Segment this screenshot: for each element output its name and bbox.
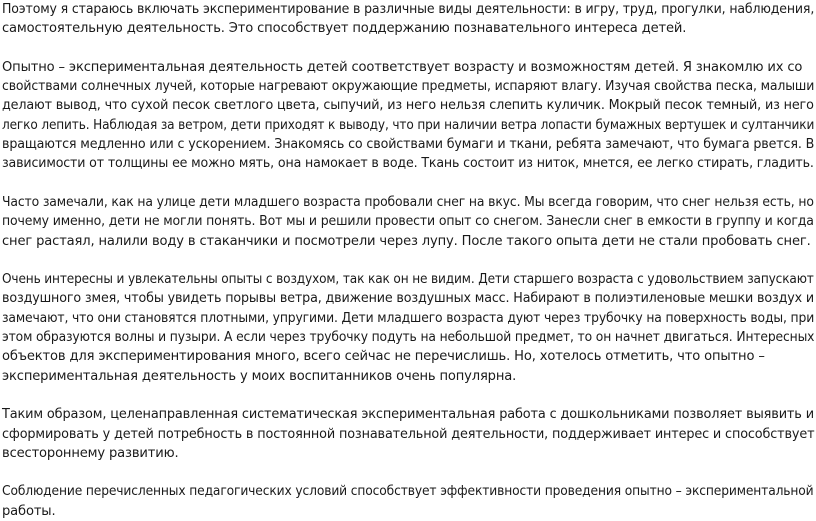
text-line: Опытно – экспериментальная деятельность детей соответствует возрасту и возможностям детей. Я знакомлю их со <box>2 59 803 75</box>
paragraph-experimental-activity <box>2 58 814 174</box>
text-line: зависимости от толщины ее можно мять, она намокает в воде. Ткань состоит из ниток, мнется, ее легко стирать, гладить. <box>2 156 814 172</box>
text-line: Таким образом, целенаправленная систематическая экспериментальная работа с дошкольниками позволяет выявить и <box>2 407 814 423</box>
paragraph-final <box>2 482 814 521</box>
text-line: Часто замечали, как на улице дети младшего возраста пробовали снег на вкус. Мы всегда говорим, что снег нельзя есть, но <box>2 194 814 210</box>
text-line: объектов для экспериментирования много, всего сейчас не перечислишь. Но, хотелось отметить, что опытно – <box>2 349 765 365</box>
text-line: сформировать у детей потребность в постоянной познавательной деятельности, поддерживает интерес и способствует <box>2 426 815 442</box>
paragraph-conclusion <box>2 405 814 463</box>
text-line: Очень интересны и увлекательны опыты с воздухом, так как он не видим. Дети старшего возраста с удовольствием запускают <box>2 272 814 288</box>
text-line: замечают, что они становятся плотными, упругими. Дети младшего возраста дуют через трубочку на поверхность воды, при <box>2 310 815 326</box>
paragraph-snow-experiment <box>2 193 814 251</box>
text-line: Соблюдение перечисленных педагогических условий способствует эффективности проведения опытно – экспериментальной <box>2 484 814 500</box>
text-line: Поэтому я стараюсь включать экспериментирование в различные виды деятельности: в игру, труд, прогулки, наблюдения, <box>2 2 815 17</box>
paragraph-activities <box>2 0 814 39</box>
text-line: экспериментальная деятельность у моих воспитанников очень популярна. <box>2 368 517 384</box>
text-line: работы. <box>2 503 56 519</box>
text-line: всестороннему развитию. <box>2 445 179 461</box>
text-line: этом образуются волны и пузыри. А если через трубочку подуть на небольшой предмет, то он начнет двигаться. Интересных <box>2 330 815 346</box>
text-line: легко лепить. Наблюдая за ветром, дети приходят к выводу, что при наличии ветра лопасти бумажных вертушек и султанчики <box>2 117 815 133</box>
text-line: делают вывод, что сухой песок светлого цвета, сыпучий, из него нельзя слепить куличик. Мокрый песок темный, из него <box>2 98 814 114</box>
text-line: вращаются медленно или с ускорением. Знакомясь со свойствами бумаги и ткани, ребята замечают, что бумага рвется. В <box>2 137 815 153</box>
text-line: снег растаял, налили воду в стаканчики и посмотрели через лупу. После такого опыта дети не стали пробовать снег. <box>2 233 811 249</box>
text-line: самостоятельную деятельность. Это способствует поддержанию познавательного интереса детей. <box>2 21 687 37</box>
text-line: почему именно, дети не могли понять. Вот мы и решили провести опыт со снегом. Занесли снег в емкости в группу и когда <box>2 214 814 230</box>
text-line: воздушного змея, чтобы увидеть порывы ветра, движение воздушных масс. Набирают в полиэтиленовые мешки воздух и <box>2 291 814 307</box>
text-line: свойствами солнечных лучей, которые нагревают окружающие предметы, испаряют влагу. Изучая свойства песка, малыши <box>2 79 815 95</box>
paragraph-air-experiments <box>2 270 814 386</box>
